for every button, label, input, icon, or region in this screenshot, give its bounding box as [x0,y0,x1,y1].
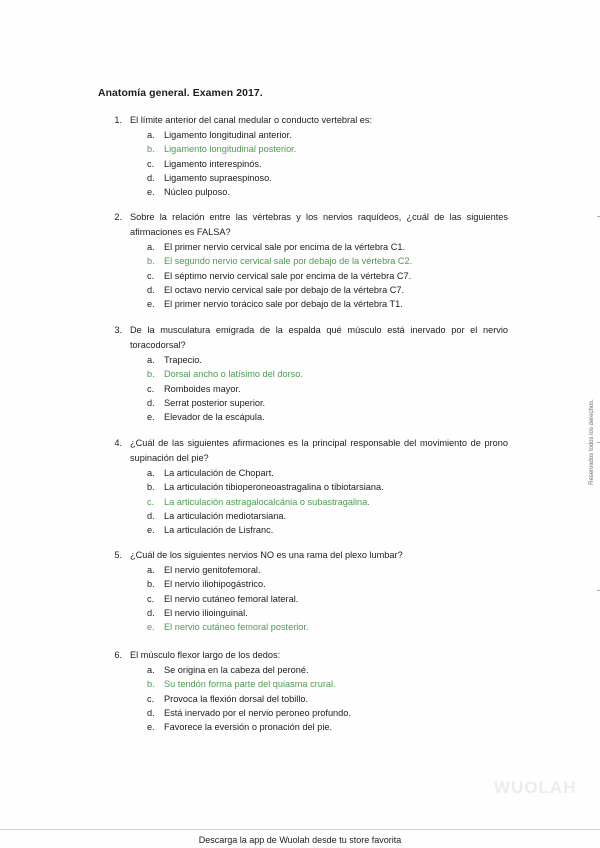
answer-option-correct [0,620,600,634]
option-text: Su tendón forma parte del quiasma crural. [164,679,336,690]
question-number: 5. [114,550,122,560]
option-letter: b. [147,679,155,690]
option-text: El nervio cutáneo femoral posterior. [164,622,309,633]
option-text: La articulación astragalocalcánia o subastragalina. [164,496,370,507]
answer-option [0,466,600,480]
option-letter: e. [147,412,155,423]
answer-option [0,353,600,367]
question-text: ¿Cuál de las siguientes afirmaciones es la principal responsable del movimiento de prono supinación del pie? [130,438,508,463]
option-letter: d. [147,707,155,718]
answer-option [0,563,600,577]
option-letter: b. [147,256,155,267]
answer-option [0,185,600,199]
option-letter: c. [147,593,155,604]
question-stem [0,436,600,466]
option-text: El primer nervio cervical sale por encima de la vértebra C1. [164,242,406,252]
option-letter: e. [147,299,155,310]
option-letter: b. [147,482,155,493]
question-text: El músculo flexor largo de los dedos: [130,650,281,660]
option-letter: a. [147,130,155,140]
answer-option-correct [0,495,600,509]
footer-divider [0,829,600,830]
option-letter: a. [147,355,155,365]
option-letter: d. [147,284,155,295]
option-letter: d. [147,172,155,183]
answer-option [0,410,600,424]
option-letter: e. [147,622,155,633]
answer-option-correct [0,367,600,381]
answer-option [0,606,600,620]
answer-option [0,523,600,537]
question-number: 2. [114,212,122,222]
question-stem [0,548,600,563]
option-list [0,563,600,634]
option-letter: a. [147,242,155,252]
option-text: La articulación tibioperoneoastragalina o tibiotarsiana. [164,482,384,493]
answer-option [0,171,600,185]
answer-option [0,382,600,396]
question-number: 1. [114,115,122,125]
question-stem [0,113,600,128]
option-letter: e. [147,187,155,198]
option-list [0,663,600,734]
answer-option [0,396,600,410]
option-text: Elevador de la escápula. [164,412,265,423]
question-stem [0,648,600,663]
option-letter: d. [147,510,155,521]
option-text: Romboides mayor. [164,383,241,394]
option-text: El nervio ilioinguinal. [164,607,248,618]
answer-option [0,663,600,677]
answer-option [0,592,600,606]
option-text: La articulación mediotarsiana. [164,510,287,521]
option-list [0,240,600,311]
question-text: Sobre la relación entre las vértebras y los nervios raquídeos, ¿cuál de las siguientes afirmaciones es FALSA? [130,212,508,237]
option-text: Ligamento interespinós. [164,158,262,169]
watermark-logo: WUOLAH [494,778,577,797]
option-text: El segundo nervio cervical sale por debajo de la vértebra C2. [164,256,413,267]
option-letter: d. [147,397,155,408]
answer-option [0,240,600,254]
option-text: El nervio cutáneo femoral lateral. [164,593,299,604]
question-stem [0,323,600,353]
option-list [0,466,600,537]
option-text: Provoca la flexión dorsal del tobillo. [164,693,309,704]
answer-option [0,480,600,494]
answer-option-correct [0,254,600,268]
option-letter: c. [147,496,155,507]
option-text: Se origina en la cabeza del peroné. [164,665,309,675]
option-letter: b. [147,579,155,590]
option-text: El nervio genitofemoral. [164,565,261,575]
option-text: Favorece la eversión o pronación del pie. [164,722,333,733]
option-text: El nervio iliohipogástrico. [164,579,266,590]
question [0,436,600,537]
option-text: El séptimo nervio cervical sale por encima de la vértebra C7. [164,270,412,281]
question-text: ¿Cuál de los siguientes nervios NO es una rama del plexo lumbar? [130,550,403,560]
option-letter: b. [147,369,155,380]
option-text: Serrat posterior superior. [164,397,266,408]
option-letter: c. [147,383,155,394]
option-letter: a. [147,468,155,478]
answer-option [0,720,600,734]
answer-option [0,128,600,142]
option-list [0,353,600,424]
option-text: Ligamento supraespinoso. [164,172,272,183]
option-letter: c. [147,693,155,704]
option-letter: a. [147,565,155,575]
footer-download-link[interactable]: Descarga la app de Wuolah desde tu store favorita [198,835,402,845]
answer-option [0,157,600,171]
answer-option-correct [0,677,600,691]
question [0,113,600,199]
side-copyright-note: Reservados todos los derechos. [589,399,595,485]
question-number: 3. [114,325,122,335]
question-number: 6. [114,650,122,660]
option-text: La articulación de Chopart. [164,468,274,478]
option-letter: e. [147,722,155,733]
question [0,323,600,424]
option-text: Dorsal ancho o latísimo del dorso. [164,369,303,380]
option-letter: d. [147,607,155,618]
question [0,648,600,734]
question-text: De la musculatura emigrada de la espalda qué músculo está inervado por el nervio toracodorsal? [130,325,508,350]
option-text: La articulación de Lisfranc. [164,525,274,536]
answer-option-correct [0,142,600,156]
answer-option [0,706,600,720]
option-text: Núcleo pulposo. [164,187,230,198]
option-letter: c. [147,270,155,281]
option-text: Ligamento longitudinal anterior. [164,130,292,140]
question-text: El límite anterior del canal medular o conducto vertebral es: [130,115,373,125]
option-letter: e. [147,525,155,536]
option-letter: b. [147,144,155,155]
answer-option [0,692,600,706]
answer-option [0,297,600,311]
option-text: Trapecio. [164,355,202,365]
option-letter: c. [147,158,155,169]
page-title: Anatomía general. Examen 2017. [98,88,263,99]
option-letter: a. [147,665,155,675]
option-text: El primer nervio torácico sale por debajo de la vértebra T1. [164,299,403,310]
answer-option [0,283,600,297]
answer-option [0,509,600,523]
question [0,548,600,634]
question [0,210,600,311]
option-list [0,128,600,199]
answer-option [0,577,600,591]
option-text: El octavo nervio cervical sale por debajo de la vértebra C7. [164,284,405,295]
question-number: 4. [114,438,122,448]
option-text: Está inervado por el nervio peroneo profundo. [164,707,351,718]
answer-option [0,269,600,283]
question-stem [0,210,600,240]
option-text: Ligamento longitudinal posterior. [164,144,297,155]
